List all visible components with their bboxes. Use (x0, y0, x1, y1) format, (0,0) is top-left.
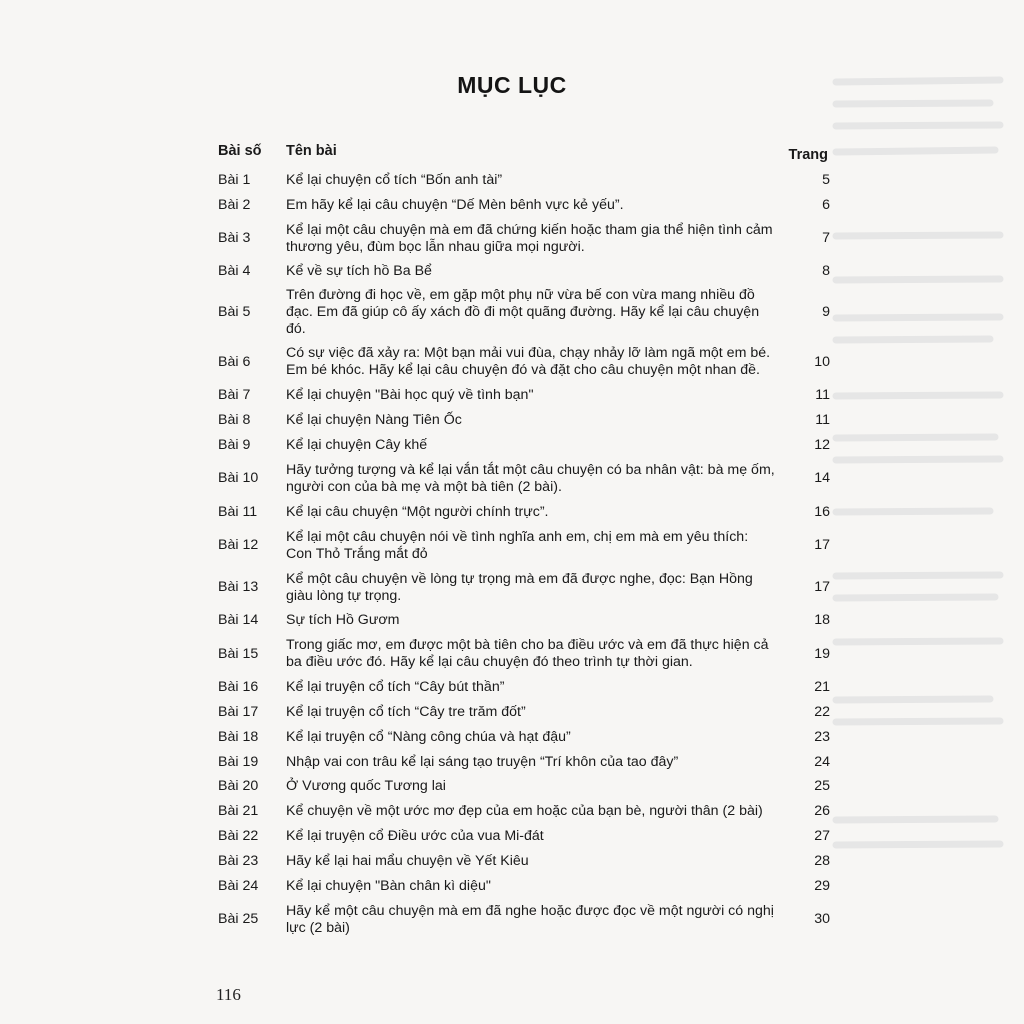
toc-row (218, 218, 830, 260)
lesson-name: Kể lại một câu chuyện mà em đã chứng kiến hoặc tham gia thể hiện tình cảm thương yêu, đùm bọc lẫn nhau giữa mọi người. (286, 221, 773, 255)
lesson-name: Có sự việc đã xảy ra: Một bạn mải vui đùa, chạy nhảy lỡ làm ngã một em bé. Em bé khóc. Hãy kể lại câu chuyện đó và đặt cho câu chuyện một nhan đề. (286, 345, 771, 379)
lesson-number: Bài 12 (218, 537, 259, 554)
toc-row (218, 500, 830, 525)
toc-row (218, 284, 830, 341)
lesson-number: Bài 17 (218, 704, 259, 721)
lesson-name: Kể lại truyện cổ Điều ước của vua Mi-đát (286, 828, 544, 845)
toc-row (218, 899, 830, 941)
lesson-page: 10 (814, 353, 830, 370)
toc-header-row (218, 140, 830, 168)
lesson-page: 17 (814, 579, 830, 596)
lesson-number: Bài 4 (218, 263, 251, 280)
lesson-name: Kể lại chuyện "Bàn chân kì diệu" (286, 877, 491, 894)
lesson-number: Bài 5 (218, 304, 251, 321)
lesson-page: 26 (814, 803, 830, 820)
toc-row (218, 168, 830, 193)
lesson-page: 9 (822, 304, 830, 321)
lesson-name: Ở Vương quốc Tương lai (286, 778, 446, 795)
lesson-page: 7 (822, 230, 830, 247)
toc-row (218, 633, 830, 675)
lesson-page: 5 (822, 171, 830, 188)
table-of-contents (218, 140, 830, 941)
lesson-name: Kể lại truyện cổ tích “Cây bút thần” (286, 679, 505, 696)
lesson-name: Hãy kể một câu chuyện mà em đã nghe hoặc được đọc về một người có nghị lực (2 bài) (286, 902, 774, 936)
lesson-page: 18 (814, 612, 830, 629)
lesson-number: Bài 22 (218, 828, 259, 845)
lesson-page: 8 (822, 263, 830, 280)
lesson-number: Bài 9 (218, 436, 251, 453)
toc-row (218, 700, 830, 725)
header-lesson-number: Bài số (218, 143, 262, 159)
lesson-name: Sự tích Hồ Gươm (286, 612, 400, 629)
lesson-page: 12 (814, 436, 830, 453)
lesson-page: 29 (814, 877, 830, 894)
lesson-number: Bài 11 (218, 503, 258, 520)
lesson-page: 25 (814, 778, 830, 795)
lesson-page: 17 (814, 537, 830, 554)
lesson-name: Kể lại truyện cổ “Nàng công chúa và hạt đậu” (286, 728, 571, 745)
lesson-name: Nhập vai con trâu kể lại sáng tạo truyện “Trí khôn của tao đây” (286, 753, 679, 770)
toc-title: MỤC LỤC (457, 72, 567, 98)
lesson-number: Bài 23 (218, 852, 259, 869)
lesson-name: Hãy tưởng tượng và kể lại vắn tắt một câu chuyện có ba nhân vật: bà mẹ ốm, người con của bà mẹ và một bà tiên (2 bài). (286, 461, 775, 495)
lesson-number: Bài 18 (218, 728, 259, 745)
toc-row (218, 525, 830, 567)
toc-row (218, 567, 830, 609)
lesson-page: 30 (814, 911, 830, 928)
lesson-page: 24 (814, 753, 830, 770)
lesson-name: Em hãy kể lại câu chuyện “Dế Mèn bênh vực kẻ yếu”. (286, 196, 624, 213)
lesson-page: 22 (814, 704, 830, 721)
lesson-page: 27 (814, 828, 830, 845)
lesson-name: Hãy kể lại hai mẩu chuyện về Yết Kiêu (286, 852, 529, 869)
lesson-number: Bài 14 (218, 612, 259, 629)
lesson-number: Bài 21 (218, 803, 259, 820)
lesson-number: Bài 16 (218, 679, 259, 696)
lesson-number: Bài 24 (218, 877, 259, 894)
lesson-page: 21 (814, 679, 830, 696)
lesson-number: Bài 10 (218, 470, 259, 487)
lesson-page: 11 (815, 412, 830, 429)
lesson-number: Bài 13 (218, 579, 259, 596)
lesson-page: 16 (814, 503, 830, 520)
header-page: Trang (788, 147, 828, 163)
lesson-number: Bài 25 (218, 911, 259, 928)
lesson-page: 11 (815, 387, 830, 404)
lesson-name: Trên đường đi học về, em gặp một phụ nữ vừa bế con vừa mang nhiều đồ đạc. Em đã giúp cô ấy xách đồ đi một quãng đường. Hãy kể lại câu chuyện đó. (286, 287, 760, 338)
lesson-number: Bài 8 (218, 412, 251, 429)
lesson-name: Kể lại chuyện Nàng Tiên Ốc (286, 412, 462, 429)
lesson-name: Trong giấc mơ, em được một bà tiên cho ba điều ước và em đã thực hiện cả ba điều ước đó. Hãy kể lại câu chuyện đó theo trình tự thời gian. (286, 637, 769, 671)
lesson-number: Bài 20 (218, 778, 259, 795)
lesson-number: Bài 19 (218, 753, 259, 770)
lesson-number: Bài 7 (218, 387, 251, 404)
lesson-number: Bài 6 (218, 353, 251, 370)
lesson-name: Kể lại chuyện cổ tích “Bốn anh tài” (286, 171, 503, 188)
toc-row (218, 458, 830, 500)
toc-row (218, 193, 830, 218)
toc-row (218, 433, 830, 458)
lesson-page: 28 (814, 852, 830, 869)
lesson-name: Kể lại chuyện "Bài học quý về tình bạn" (286, 387, 534, 404)
lesson-name: Kể lại một câu chuyện nói về tình nghĩa anh em, chị em mà em yêu thích: Con Thỏ Trắng mắt đỏ (286, 528, 749, 562)
lesson-name: Kể lại câu chuyện “Một người chính trực”. (286, 503, 549, 520)
lesson-page: 23 (814, 728, 830, 745)
toc-row (218, 341, 830, 383)
lesson-name: Kể lại truyện cổ tích “Cây tre trăm đốt” (286, 704, 526, 721)
toc-row (218, 775, 830, 800)
toc-row (218, 609, 830, 634)
toc-row (218, 799, 830, 824)
toc-row (218, 725, 830, 750)
toc-row (218, 874, 830, 899)
lesson-number: Bài 15 (218, 645, 259, 662)
toc-row (218, 383, 830, 408)
lesson-name: Kể lại chuyện Cây khế (286, 436, 428, 453)
toc-row (218, 260, 830, 285)
lesson-number: Bài 3 (218, 230, 251, 247)
lesson-page: 14 (814, 470, 830, 487)
toc-row (218, 750, 830, 775)
lesson-page: 6 (822, 196, 830, 213)
toc-row (218, 408, 830, 433)
lesson-page: 19 (814, 645, 830, 662)
toc-row (218, 824, 830, 849)
lesson-name: Kể chuyện về một ước mơ đẹp của em hoặc của bạn bè, người thân (2 bài) (286, 803, 763, 820)
page-number: 116 (216, 985, 241, 1004)
lesson-number: Bài 2 (218, 196, 251, 213)
header-lesson-name: Tên bài (286, 143, 337, 159)
lesson-number: Bài 1 (218, 171, 251, 188)
lesson-name: Kể một câu chuyện về lòng tự trọng mà em đã được nghe, đọc: Bạn Hồng giàu lòng tự trọng. (286, 570, 753, 604)
toc-row (218, 849, 830, 874)
lesson-name: Kể về sự tích hồ Ba Bể (286, 263, 432, 280)
toc-row (218, 675, 830, 700)
